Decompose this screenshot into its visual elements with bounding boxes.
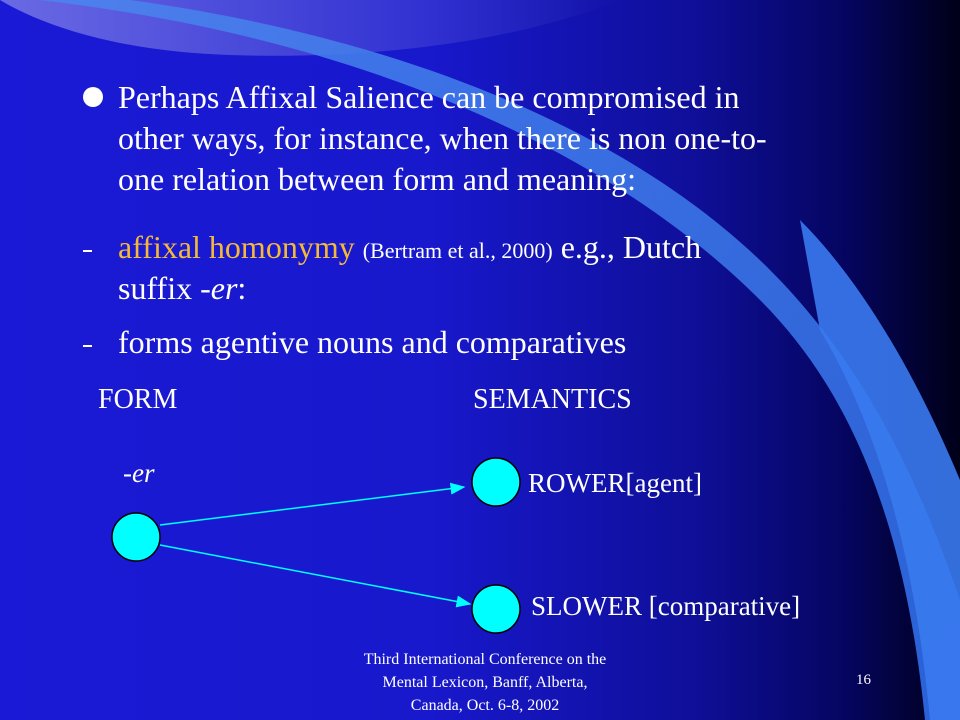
footer-line-1: Third International Conference on the bbox=[363, 651, 607, 668]
footer-line-2: Mental Lexicon, Banff, Alberta, bbox=[382, 674, 588, 691]
semantics-heading: SEMANTICS bbox=[473, 384, 632, 415]
bullet-line-1: Perhaps Affixal Salience can be compromised in bbox=[118, 79, 740, 115]
colon: : bbox=[237, 270, 247, 306]
bullet-line-2: other ways, for instance, when there is non one-to- bbox=[118, 120, 767, 156]
comparative-label: SLOWER [comparative] bbox=[531, 591, 801, 621]
suffix-word: suffix bbox=[118, 270, 201, 306]
footer-conference bbox=[305, 648, 665, 717]
sub-bullet-2: forms agentive nouns and comparatives bbox=[118, 324, 627, 360]
form-node-label: -er bbox=[123, 458, 155, 488]
agent-label: ROWER[agent] bbox=[528, 468, 702, 498]
citation: (Bertram et al., 2000) bbox=[362, 238, 553, 263]
agent-node bbox=[472, 458, 520, 506]
page-number: 16 bbox=[856, 672, 871, 688]
bullet-line-3: one relation between form and meaning: bbox=[118, 161, 637, 197]
suffix-er: -er bbox=[200, 270, 238, 306]
comparative-node bbox=[472, 585, 520, 633]
arrow-to-comparative bbox=[160, 545, 470, 604]
example-text: e.g., Dutch bbox=[560, 229, 702, 265]
form-node bbox=[112, 513, 160, 561]
homonymy-highlight: affixal homonymy bbox=[118, 229, 355, 265]
footer-line-3: Canada, Oct. 6-8, 2002 bbox=[410, 697, 560, 714]
form-heading: FORM bbox=[98, 384, 178, 415]
arrow-to-agent bbox=[160, 487, 464, 525]
